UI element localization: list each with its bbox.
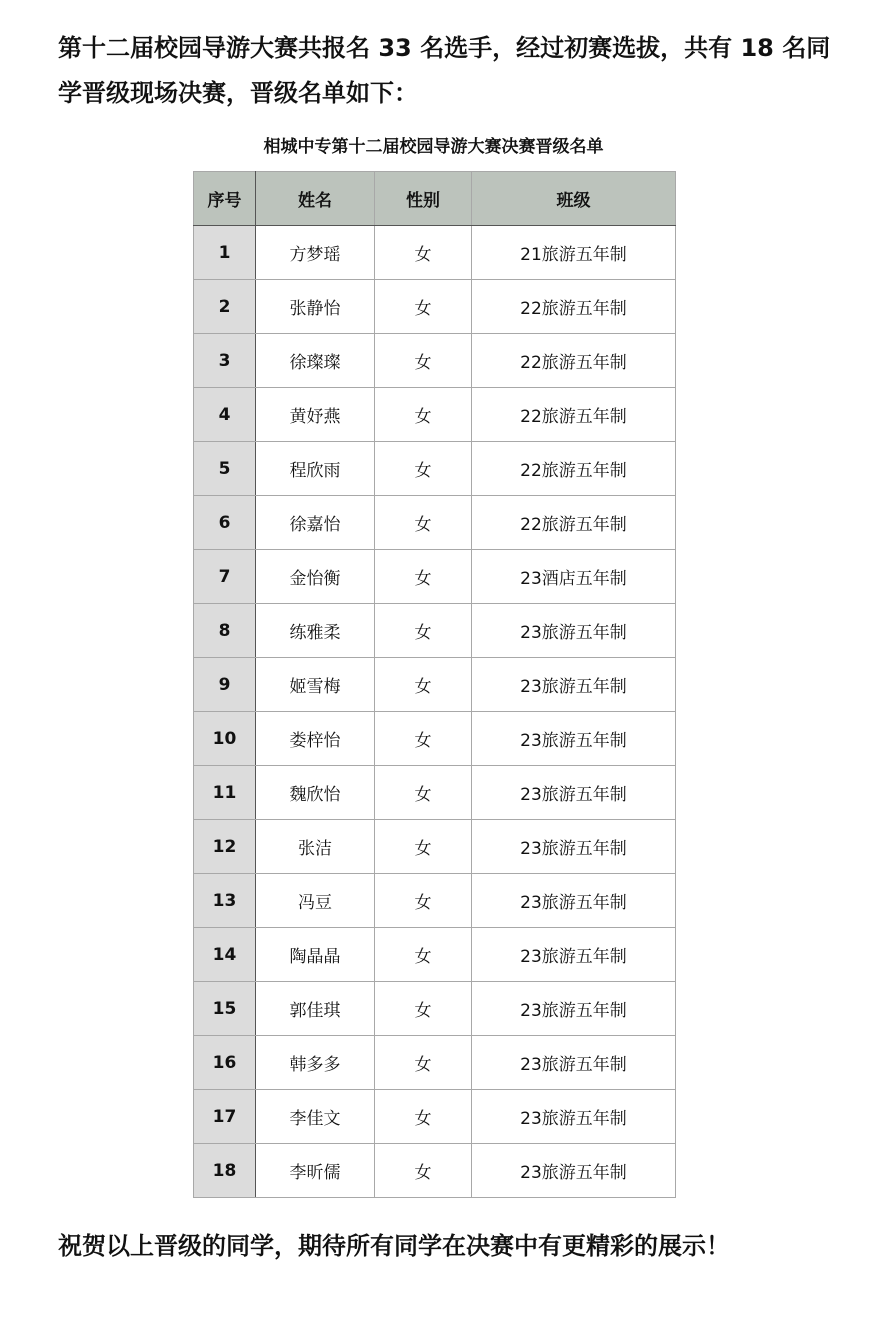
header-gender: 性别	[375, 172, 472, 226]
cell-seq: 15	[194, 982, 256, 1036]
cell-class: 22旅游五年制	[472, 442, 676, 496]
cell-gender: 女	[375, 928, 472, 982]
table-row	[194, 874, 676, 928]
cell-seq: 1	[194, 226, 256, 280]
table-row	[194, 280, 676, 334]
table-row	[194, 982, 676, 1036]
cell-class: 23酒店五年制	[472, 550, 676, 604]
header-class: 班级	[472, 172, 676, 226]
cell-class: 21旅游五年制	[472, 226, 676, 280]
cell-name: 徐璨璨	[256, 334, 375, 388]
cell-seq: 16	[194, 1036, 256, 1090]
cell-gender: 女	[375, 550, 472, 604]
cell-gender: 女	[375, 1144, 472, 1198]
cell-seq: 18	[194, 1144, 256, 1198]
finalist-table	[193, 171, 676, 1198]
cell-class: 23旅游五年制	[472, 982, 676, 1036]
table-row	[194, 388, 676, 442]
cell-seq: 8	[194, 604, 256, 658]
cell-name: 李昕儒	[256, 1144, 375, 1198]
cell-gender: 女	[375, 226, 472, 280]
cell-name: 陶晶晶	[256, 928, 375, 982]
cell-class: 23旅游五年制	[472, 874, 676, 928]
cell-gender: 女	[375, 874, 472, 928]
table-title: 相城中专第十二届校园导游大赛决赛晋级名单	[263, 137, 604, 157]
closing-paragraph: 祝贺以上晋级的同学，期待所有同学在决赛中有更精彩的展示！	[58, 1232, 730, 1260]
cell-seq: 14	[194, 928, 256, 982]
cell-name: 魏欣怡	[256, 766, 375, 820]
cell-name: 黄妤燕	[256, 388, 375, 442]
cell-name: 郭佳琪	[256, 982, 375, 1036]
cell-name: 冯豆	[256, 874, 375, 928]
cell-gender: 女	[375, 604, 472, 658]
cell-seq: 4	[194, 388, 256, 442]
cell-class: 23旅游五年制	[472, 1036, 676, 1090]
cell-name: 张静怡	[256, 280, 375, 334]
cell-seq: 10	[194, 712, 256, 766]
cell-gender: 女	[375, 388, 472, 442]
cell-class: 22旅游五年制	[472, 280, 676, 334]
cell-name: 张洁	[256, 820, 375, 874]
cell-gender: 女	[375, 496, 472, 550]
cell-class: 22旅游五年制	[472, 388, 676, 442]
cell-name: 姬雪梅	[256, 658, 375, 712]
cell-class: 23旅游五年制	[472, 820, 676, 874]
table-row	[194, 928, 676, 982]
cell-name: 娄梓怡	[256, 712, 375, 766]
cell-gender: 女	[375, 766, 472, 820]
table-row	[194, 1036, 676, 1090]
table-row	[194, 442, 676, 496]
cell-seq: 2	[194, 280, 256, 334]
cell-gender: 女	[375, 280, 472, 334]
cell-gender: 女	[375, 712, 472, 766]
cell-class: 23旅游五年制	[472, 712, 676, 766]
table-header-row	[194, 172, 676, 226]
table-row	[194, 1090, 676, 1144]
cell-class: 23旅游五年制	[472, 1090, 676, 1144]
cell-gender: 女	[375, 1036, 472, 1090]
cell-seq: 17	[194, 1090, 256, 1144]
cell-name: 练雅柔	[256, 604, 375, 658]
cell-gender: 女	[375, 658, 472, 712]
table-row	[194, 496, 676, 550]
cell-seq: 13	[194, 874, 256, 928]
cell-seq: 5	[194, 442, 256, 496]
header-name: 姓名	[256, 172, 375, 226]
header-seq: 序号	[194, 172, 256, 226]
cell-seq: 6	[194, 496, 256, 550]
table-row	[194, 604, 676, 658]
cell-class: 23旅游五年制	[472, 604, 676, 658]
cell-gender: 女	[375, 334, 472, 388]
cell-name: 方梦瑶	[256, 226, 375, 280]
cell-class: 22旅游五年制	[472, 334, 676, 388]
table-row	[194, 658, 676, 712]
cell-gender: 女	[375, 820, 472, 874]
cell-gender: 女	[375, 982, 472, 1036]
cell-gender: 女	[375, 442, 472, 496]
cell-name: 韩多多	[256, 1036, 375, 1090]
cell-class: 23旅游五年制	[472, 1144, 676, 1198]
table-row	[194, 712, 676, 766]
cell-seq: 12	[194, 820, 256, 874]
cell-seq: 7	[194, 550, 256, 604]
cell-class: 23旅游五年制	[472, 928, 676, 982]
table-row	[194, 334, 676, 388]
cell-seq: 9	[194, 658, 256, 712]
cell-gender: 女	[375, 1090, 472, 1144]
cell-seq: 11	[194, 766, 256, 820]
table-row	[194, 766, 676, 820]
intro-paragraph: 第十二届校园导游大赛共报名 33 名选手，经过初赛选拔，共有 18 名同学晋级现场决赛，晋级名单如下：	[58, 34, 831, 107]
cell-seq: 3	[194, 334, 256, 388]
cell-name: 程欣雨	[256, 442, 375, 496]
table-row	[194, 1144, 676, 1198]
table-row	[194, 226, 676, 280]
cell-name: 金怡衡	[256, 550, 375, 604]
table-row	[194, 550, 676, 604]
cell-class: 23旅游五年制	[472, 766, 676, 820]
cell-name: 徐嘉怡	[256, 496, 375, 550]
cell-class: 22旅游五年制	[472, 496, 676, 550]
table-row	[194, 820, 676, 874]
cell-name: 李佳文	[256, 1090, 375, 1144]
cell-class: 23旅游五年制	[472, 658, 676, 712]
